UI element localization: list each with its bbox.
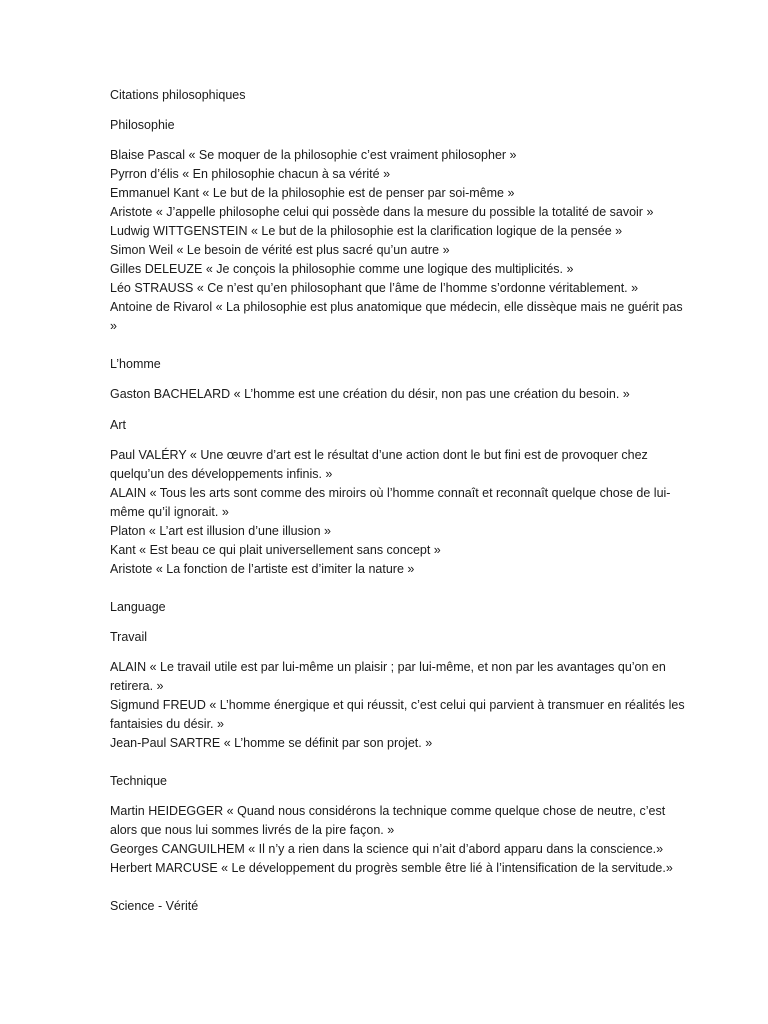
section-heading-art: Art [110,418,126,432]
quote-item: Jean-Paul SARTRE « L’homme se définit par son projet. » [110,736,433,750]
quote-item: Antoine de Rivarol « La philosophie est plus anatomique que médecin, elle dissèque mais ne guérit pas » [110,300,683,333]
quote-item: Herbert MARCUSE « Le développement du progrès semble être lié à l’intensification de la servitude.» [110,861,673,875]
quote-item: Aristote « La fonction de l’artiste est d’imiter la nature » [110,562,415,576]
quote-item: Léo STRAUSS « Ce n’est qu’en philosophant que l’âme de l’homme s’ordonne véritablement. » [110,281,639,295]
quote-item: Georges CANGUILHEM « Il n’y a rien dans la science qui n’ait d’abord apparu dans la conscience.» [110,842,664,856]
document-title: Citations philosophiques [110,88,246,102]
section-heading-science: Science - Vérité [110,899,199,913]
quote-item: Ludwig WITTGENSTEIN « Le but de la philosophie est la clarification logique de la pensée » [110,224,623,238]
quote-item: Pyrron d’élis « En philosophie chacun à sa vérité » [110,167,391,181]
quote-item: Emmanuel Kant « Le but de la philosophie est de penser par soi-même » [110,186,515,200]
quote-list-travail [110,658,685,753]
quote-item: Paul VALÉRY « Une œuvre d’art est le résultat d’une action dont le but fini est de provoquer chez quelqu’un des développements infinis. » [110,448,648,481]
quote-list-art [110,446,685,579]
quote-list-homme [110,385,685,404]
quote-item: Martin HEIDEGGER « Quand nous considérons la technique comme quelque chose de neutre, c’est alors que nous lui sommes livrés de la pire façon. » [110,804,666,837]
quote-item: Platon « L’art est illusion d’une illusion » [110,524,331,538]
quote-list-philosophie [110,146,685,336]
document-body [110,86,685,927]
section-heading-language: Language [110,600,166,614]
quote-item: Sigmund FREUD « L’homme énergique et qui réussit, c’est celui qui parvient à transmuer en réalités les fantaisies du désir. » [110,698,685,731]
quote-item: Simon Weil « Le besoin de vérité est plus sacré qu’un autre » [110,243,450,257]
quote-item: ALAIN « Tous les arts sont comme des miroirs où l’homme connaît et reconnaît quelque chose de lui-même qu’il ignorait. » [110,486,671,519]
quote-item: Aristote « J’appelle philosophe celui qui possède dans la mesure du possible la totalité de savoir » [110,205,654,219]
quote-item: ALAIN « Le travail utile est par lui-même un plaisir ; par lui-même, et non par les avantages qu’on en retirera. » [110,660,666,693]
quote-item: Gaston BACHELARD « L’homme est une création du désir, non pas une création du besoin. » [110,387,630,401]
quote-item: Kant « Est beau ce qui plait universellement sans concept » [110,543,441,557]
quote-item: Gilles DELEUZE « Je conçois la philosophie comme une logique des multiplicités. » [110,262,574,276]
section-heading-technique: Technique [110,774,167,788]
section-heading-homme: L’homme [110,357,161,371]
section-heading-travail: Travail [110,630,148,644]
quote-item: Blaise Pascal « Se moquer de la philosophie c’est vraiment philosopher » [110,148,517,162]
quote-list-technique [110,802,685,878]
section-heading-philosophie: Philosophie [110,118,175,132]
